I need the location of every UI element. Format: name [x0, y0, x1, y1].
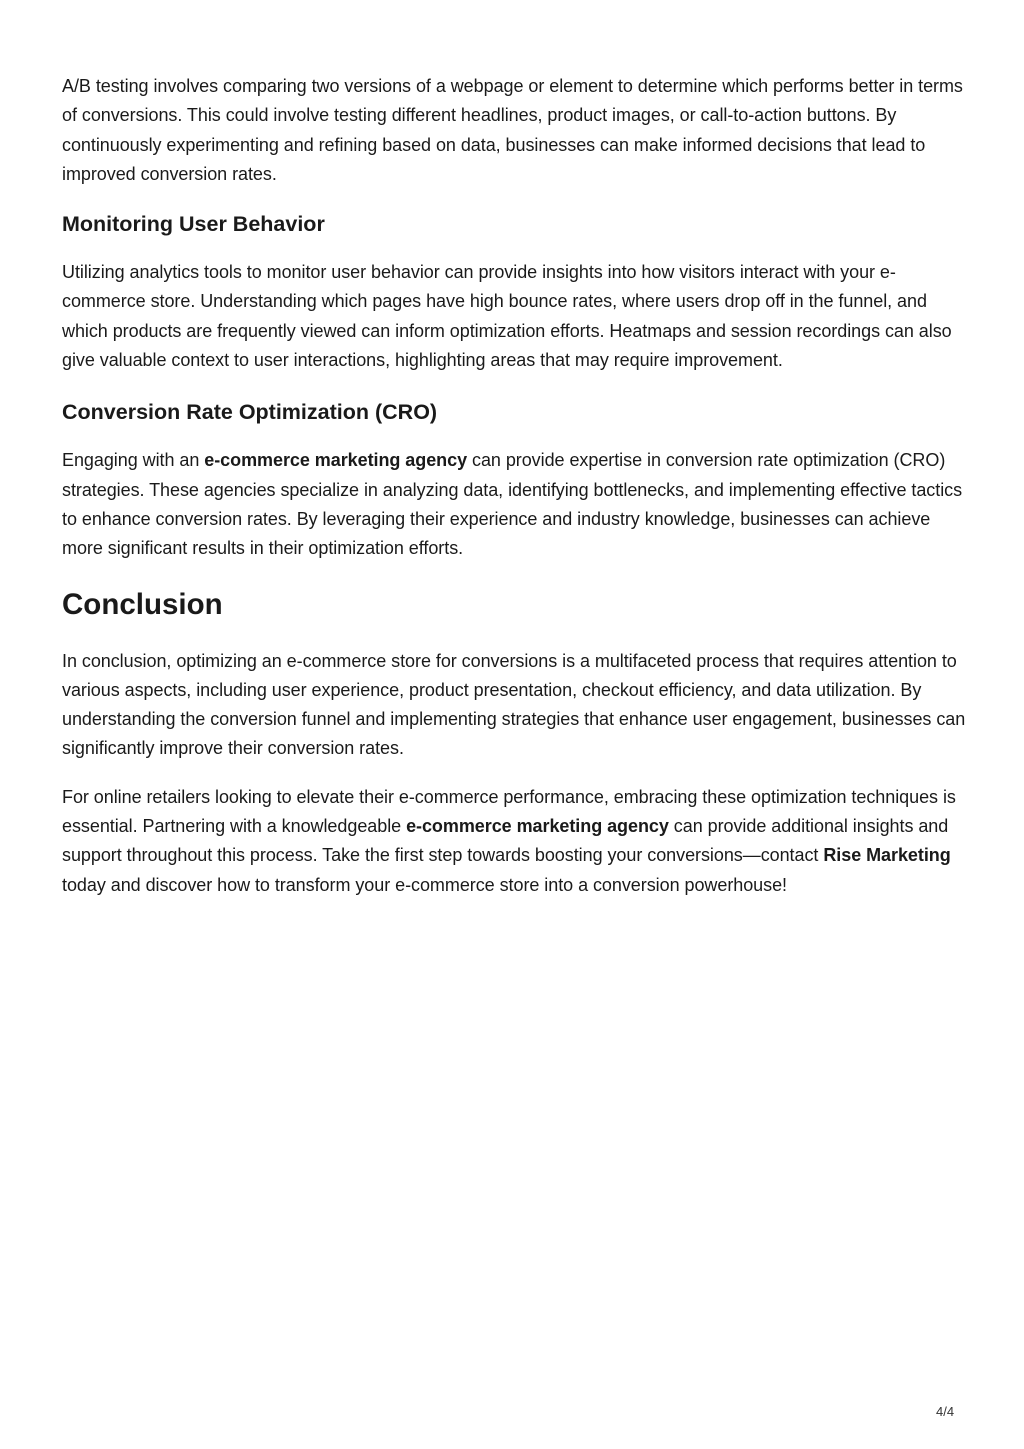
- rise-marketing-bold: Rise Marketing: [823, 845, 951, 866]
- cro-text-after: can provide expertise in conversion rate optimization (CRO) strategies. These agencies specialize in analyzing data, identifying bottlenecks, and implementing effective tactics to enhance conversion rates. By leveraging their experience and industry knowledge, businesses can achieve more significant results in their optimization efforts.: [62, 450, 963, 559]
- conclusion-text-part2: can provide additional insights and support throughout this process. Take the first step towards boosting your conversions—contact: [62, 816, 949, 866]
- cro-paragraph: [62, 446, 968, 563]
- conclusion-agency-bold: e-commerce marketing agency: [406, 816, 669, 837]
- document-page: [62, 72, 968, 900]
- page-number: 4/4: [936, 1404, 955, 1419]
- conclusion-heading: Conclusion: [62, 587, 223, 621]
- monitoring-user-behavior-heading: Monitoring User Behavior: [62, 212, 325, 237]
- cro-heading: Conversion Rate Optimization (CRO): [62, 400, 438, 425]
- cro-text-before: Engaging with an: [62, 450, 205, 471]
- monitoring-user-behavior-paragraph: Utilizing analytics tools to monitor user behavior can provide insights into how visitors interact with your e-commerce store. Understanding which pages have high bounce rates, where users drop off in the funnel, and which products are frequently viewed can inform optimization efforts. Heatmaps and session recordings can also give valuable context to user interactions, highlighting areas that may require improvement.: [62, 262, 952, 371]
- conclusion-paragraph-1: In conclusion, optimizing an e-commerce store for conversions is a multifaceted process that requires attention to various aspects, including user experience, product presentation, checkout efficiency, and data utilization. By understanding the conversion funnel and implementing strategies that enhance user engagement, businesses can significantly improve their conversion rates.: [62, 650, 966, 759]
- ab-testing-paragraph: A/B testing involves comparing two versions of a webpage or element to determine which performs better in terms of conversions. This could involve testing different headlines, product images, or call-to-action buttons. By continuously experimenting and refining based on data, businesses can make informed decisions that lead to improved conversion rates.: [62, 76, 963, 184]
- conclusion-text-part1: For online retailers looking to elevate their e-commerce performance, embracing these optimization techniques is essential. Partnering with a knowledgeable: [62, 786, 956, 837]
- conclusion-paragraph-2: [62, 783, 968, 900]
- conclusion-text-part3: today and discover how to transform your e-commerce store into a conversion powerhouse!: [62, 874, 788, 895]
- cro-agency-bold: e-commerce marketing agency: [204, 450, 468, 471]
